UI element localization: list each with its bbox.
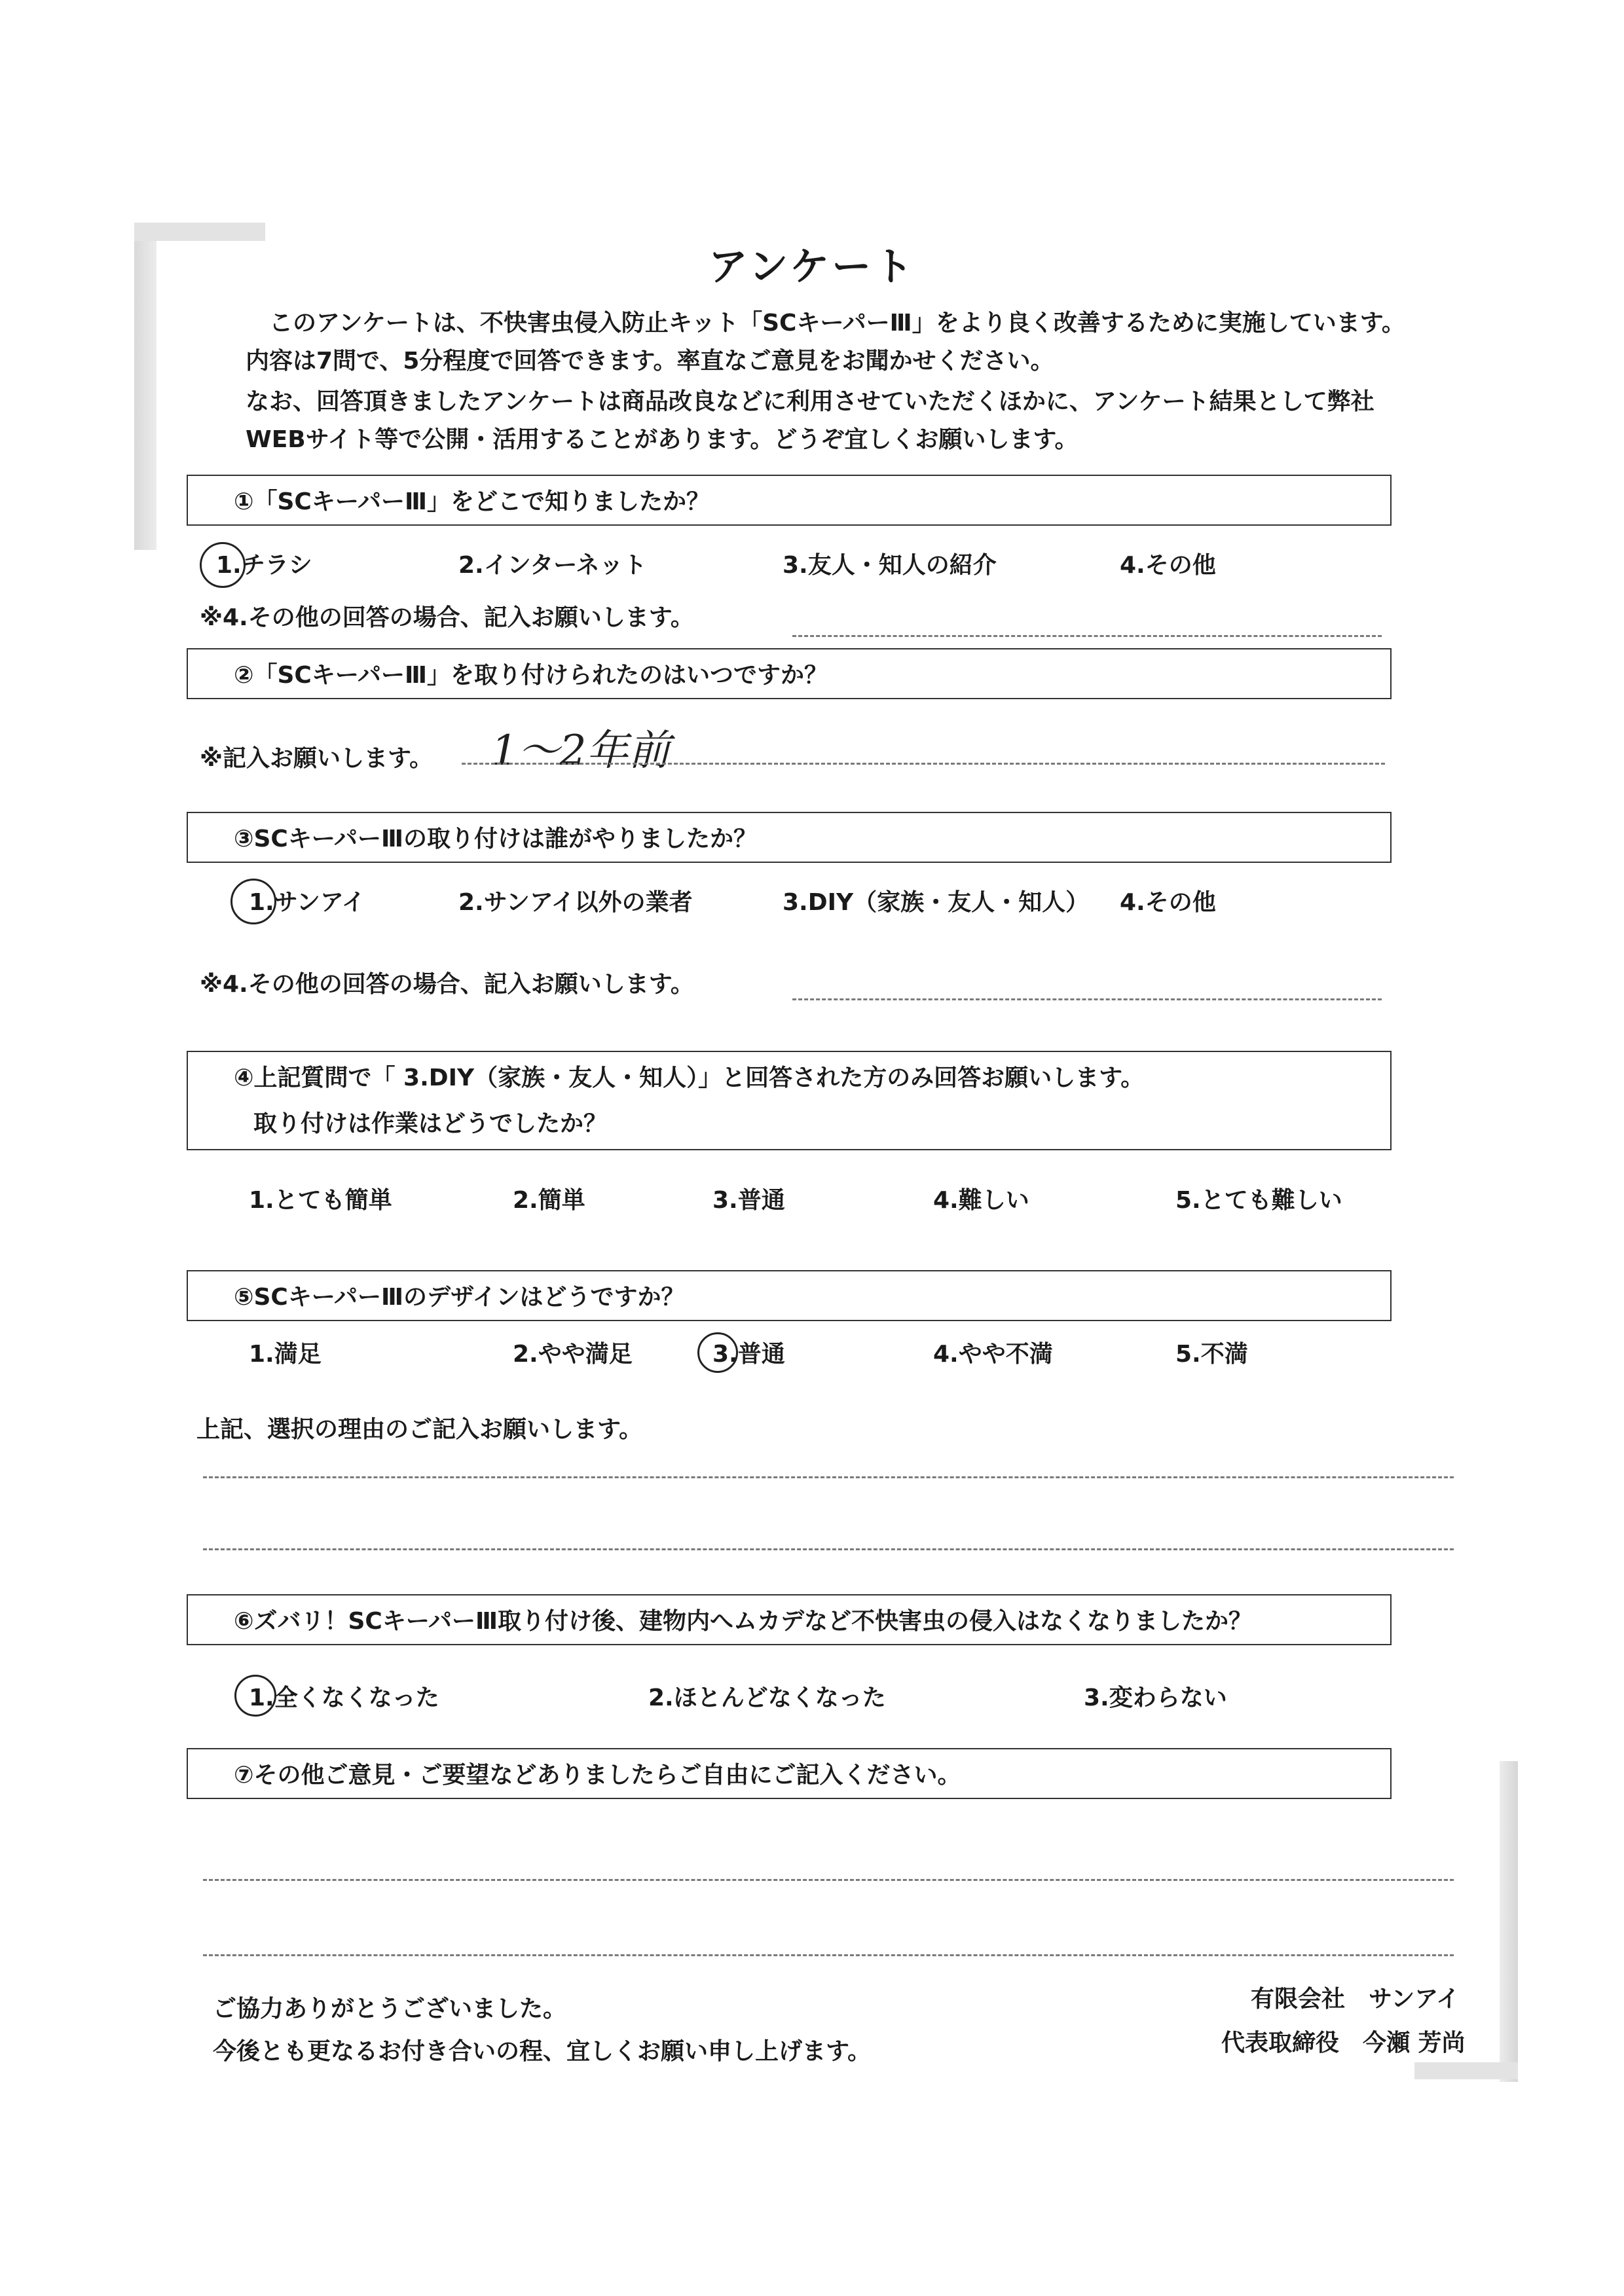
q6-option-2[interactable]: 2.ほとんどなくなった — [648, 1685, 886, 1711]
q4-option-4[interactable]: 4.難しい — [933, 1187, 1029, 1214]
q5-option-1[interactable]: 1.満足 — [249, 1341, 322, 1368]
q5-option-3[interactable]: 3.普通 — [712, 1341, 785, 1368]
q5-selected-circle — [697, 1332, 738, 1373]
q7-question: ⑦その他ご意見・ご要望などありましたらご自由にご記入ください。 — [234, 1762, 961, 1789]
q2-note: ※記入お願いします。 — [200, 745, 434, 772]
q5-question: ⑤SCキーパーⅢのデザインはどうですか？ — [234, 1284, 685, 1311]
q4-question-line-1: ④上記質問で「 3.DIY（家族・友人・知人）」と回答された方のみ回答お願いします。 — [234, 1065, 1145, 1091]
company-name: 有限会社 サンアイ — [1251, 1986, 1460, 2013]
q4-option-2[interactable]: 2.簡単 — [513, 1187, 585, 1214]
q5-reason-line-2[interactable] — [203, 1548, 1454, 1550]
q6-option-3[interactable]: 3.変わらない — [1084, 1685, 1227, 1711]
intro-paragraph-1: このアンケートは、不快害虫侵入防止キット「SCキーパーⅢ」をより良く改善するために実施しています。内容は7問で、5分程度で回答できます。率直なご意見をお聞かせください。 — [246, 310, 1405, 374]
representative-name: 代表取締役 今瀬 芳尚 — [1221, 2030, 1466, 2056]
q4-question-box — [187, 1051, 1392, 1150]
q7-comment-line-1[interactable] — [203, 1879, 1454, 1881]
q5-question-box — [187, 1270, 1392, 1321]
thanks-line-1: ご協力ありがとうございました。 — [213, 1995, 567, 2022]
q3-option-4[interactable]: 4.その他 — [1120, 889, 1216, 916]
page-title: アンケート — [708, 244, 916, 290]
q1-question-box — [187, 475, 1392, 526]
q3-option-1[interactable]: 1.サンアイ — [249, 889, 365, 916]
q5-option-4[interactable]: 4.やや不満 — [933, 1341, 1053, 1368]
scan-shadow-bottom — [1414, 2062, 1518, 2079]
q4-option-5[interactable]: 5.とても難しい — [1175, 1187, 1342, 1214]
q4-option-1[interactable]: 1.とても簡単 — [249, 1187, 392, 1214]
q1-option-4[interactable]: 4.その他 — [1120, 552, 1216, 579]
q1-option-1[interactable]: 1.チラシ — [216, 552, 312, 579]
q6-question-box — [187, 1594, 1392, 1645]
q1-question: ①「SCキーパーⅢ」をどこで知りましたか？ — [234, 488, 710, 515]
q2-answer-line[interactable] — [462, 763, 1385, 765]
q1-selected-circle — [200, 542, 246, 588]
q7-comment-line-2[interactable] — [203, 1954, 1454, 1956]
q5-option-5[interactable]: 5.不満 — [1175, 1341, 1248, 1368]
q4-option-3[interactable]: 3.普通 — [712, 1187, 785, 1214]
q7-question-box — [187, 1748, 1392, 1799]
q3-selected-circle — [231, 879, 276, 924]
q5-reason-line-1[interactable] — [203, 1476, 1454, 1478]
q3-option-3[interactable]: 3.DIY（家族・友人・知人） — [783, 889, 1090, 916]
q4-question-line-2: 取り付けは作業はどうでしたか？ — [253, 1110, 608, 1137]
thanks-line-2: 今後とも更なるお付き合いの程、宜しくお願い申し上げます。 — [213, 2038, 872, 2065]
q1-option-2[interactable]: 2.インターネット — [458, 552, 647, 579]
q6-question: ⑥ズバリ！SCキーパーⅢ取り付け後、建物内へムカデなど不快害虫の侵入はなくなりましたか？ — [234, 1608, 1253, 1635]
q2-question: ②「SCキーパーⅢ」を取り付けられたのはいつですか？ — [234, 662, 828, 689]
q1-other-note: ※4.その他の回答の場合、記入お願いします。 — [200, 604, 694, 631]
intro-paragraph-2: なお、回答頂きましたアンケートは商品改良などに利用させていただくほかに、アンケート結果として弊社WEBサイト等で公開・活用することがあります。どうぞ宜しくお願いします。 — [246, 388, 1375, 453]
q3-other-answer-line[interactable] — [792, 998, 1382, 1000]
scan-shadow-right — [1500, 1761, 1518, 2082]
q3-question-box — [187, 812, 1392, 863]
q3-option-2[interactable]: 2.サンアイ以外の業者 — [458, 889, 693, 916]
q5-reason-note: 上記、選択の理由のご記入お願いします。 — [196, 1416, 643, 1443]
q2-question-box — [187, 648, 1392, 699]
q3-question: ③SCキーパーⅢの取り付けは誰がやりましたか？ — [234, 826, 758, 852]
q5-option-2[interactable]: 2.やや満足 — [513, 1341, 633, 1368]
q1-other-answer-line[interactable] — [792, 635, 1382, 637]
q2-handwritten-answer: 1〜2年前 — [491, 727, 671, 775]
q6-option-1[interactable]: 1.全くなくなった — [249, 1685, 439, 1711]
q1-option-3[interactable]: 3.友人・知人の紹介 — [783, 552, 997, 579]
q3-other-note: ※4.その他の回答の場合、記入お願いします。 — [200, 971, 694, 998]
q6-selected-circle — [234, 1675, 276, 1717]
